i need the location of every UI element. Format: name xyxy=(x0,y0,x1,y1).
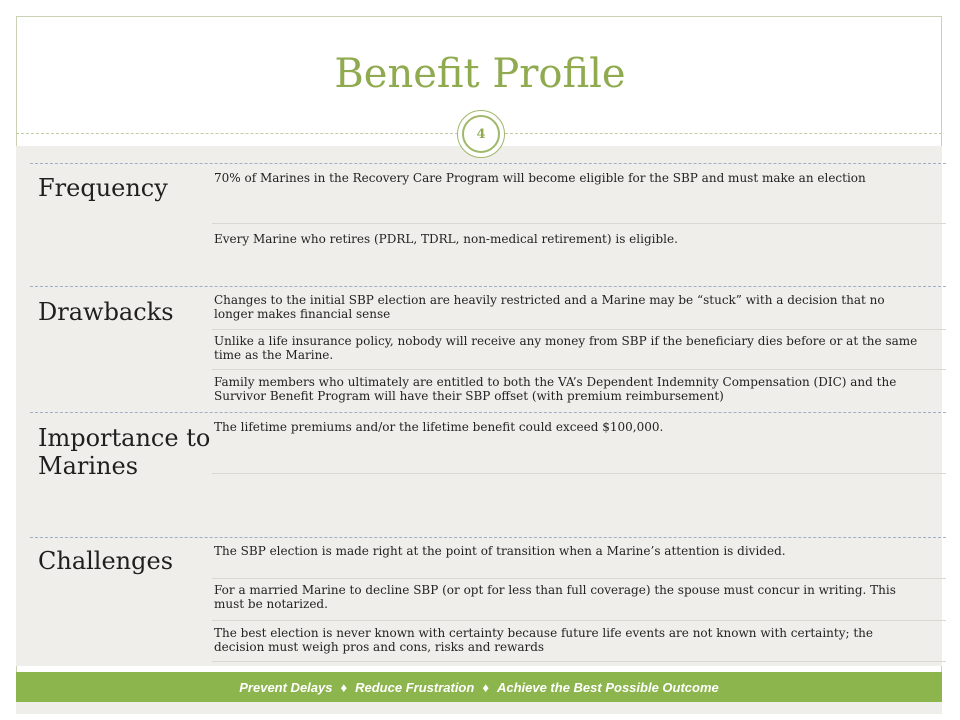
footer-banner xyxy=(16,672,942,702)
item-divider xyxy=(212,223,946,224)
footer-text-achieve-outcome: Achieve the Best Possible Outcome xyxy=(496,679,719,695)
challenges-item-1: The SBP election is made right at the point of transition when a Marine’s attention is divided. xyxy=(214,544,786,558)
challenges-item-2: For a married Marine to decline SBP (or opt for less than full coverage) the spouse must concur in writing. This must be notarized. xyxy=(214,583,896,611)
drawbacks-item-1: Changes to the initial SBP election are heavily restricted and a Marine may be “stuck” with a decision that no longer makes financial sense xyxy=(214,293,885,321)
heading-frequency: Frequency xyxy=(38,174,168,202)
section-challenges xyxy=(30,537,946,538)
slide-number-badge xyxy=(457,110,505,158)
item-divider xyxy=(212,473,946,474)
item-divider xyxy=(212,369,946,370)
frequency-item-1: 70% of Marines in the Recovery Care Program will become eligible for the SBP and must make an election xyxy=(214,171,866,185)
section-importance xyxy=(30,412,946,413)
footer-text-reduce-frustration: Reduce Frustration xyxy=(355,679,475,695)
slide-title: Benefit Profile xyxy=(334,51,626,97)
item-divider xyxy=(212,329,946,330)
drawbacks-item-3: Family members who ultimately are entitled to both the VA’s Dependent Indemnity Compensation (DIC) and the Survivor Benefit Program will have their SBP offset (with premium reimbursement) xyxy=(214,375,897,403)
slide-number: 4 xyxy=(462,115,500,153)
diamond-icon: ♦ xyxy=(482,679,489,695)
section-frequency xyxy=(30,163,946,164)
item-divider xyxy=(212,620,946,621)
importance-item-1: The lifetime premiums and/or the lifetime benefit could exceed $100,000. xyxy=(214,420,664,434)
footer-text-prevent-delays: Prevent Delays xyxy=(239,679,333,695)
challenges-item-3: The best election is never known with certainty because future life events are not known with certainty; the decision must weigh pros and cons, risks and rewards xyxy=(214,626,874,654)
heading-challenges: Challenges xyxy=(38,547,174,575)
heading-drawbacks: Drawbacks xyxy=(38,298,174,326)
section-drawbacks xyxy=(30,286,946,287)
diamond-icon: ♦ xyxy=(340,679,348,695)
content-area xyxy=(16,146,942,666)
bottom-strip xyxy=(16,702,942,714)
item-divider xyxy=(212,661,946,662)
heading-importance: Importance to Marines xyxy=(38,424,211,480)
item-divider xyxy=(212,578,946,579)
frequency-item-2: Every Marine who retires (PDRL, TDRL, non-medical retirement) is eligible. xyxy=(214,232,678,246)
drawbacks-item-2: Unlike a life insurance policy, nobody will receive any money from SBP if the beneficiary dies before or at the same time as the Marine. xyxy=(214,334,918,362)
